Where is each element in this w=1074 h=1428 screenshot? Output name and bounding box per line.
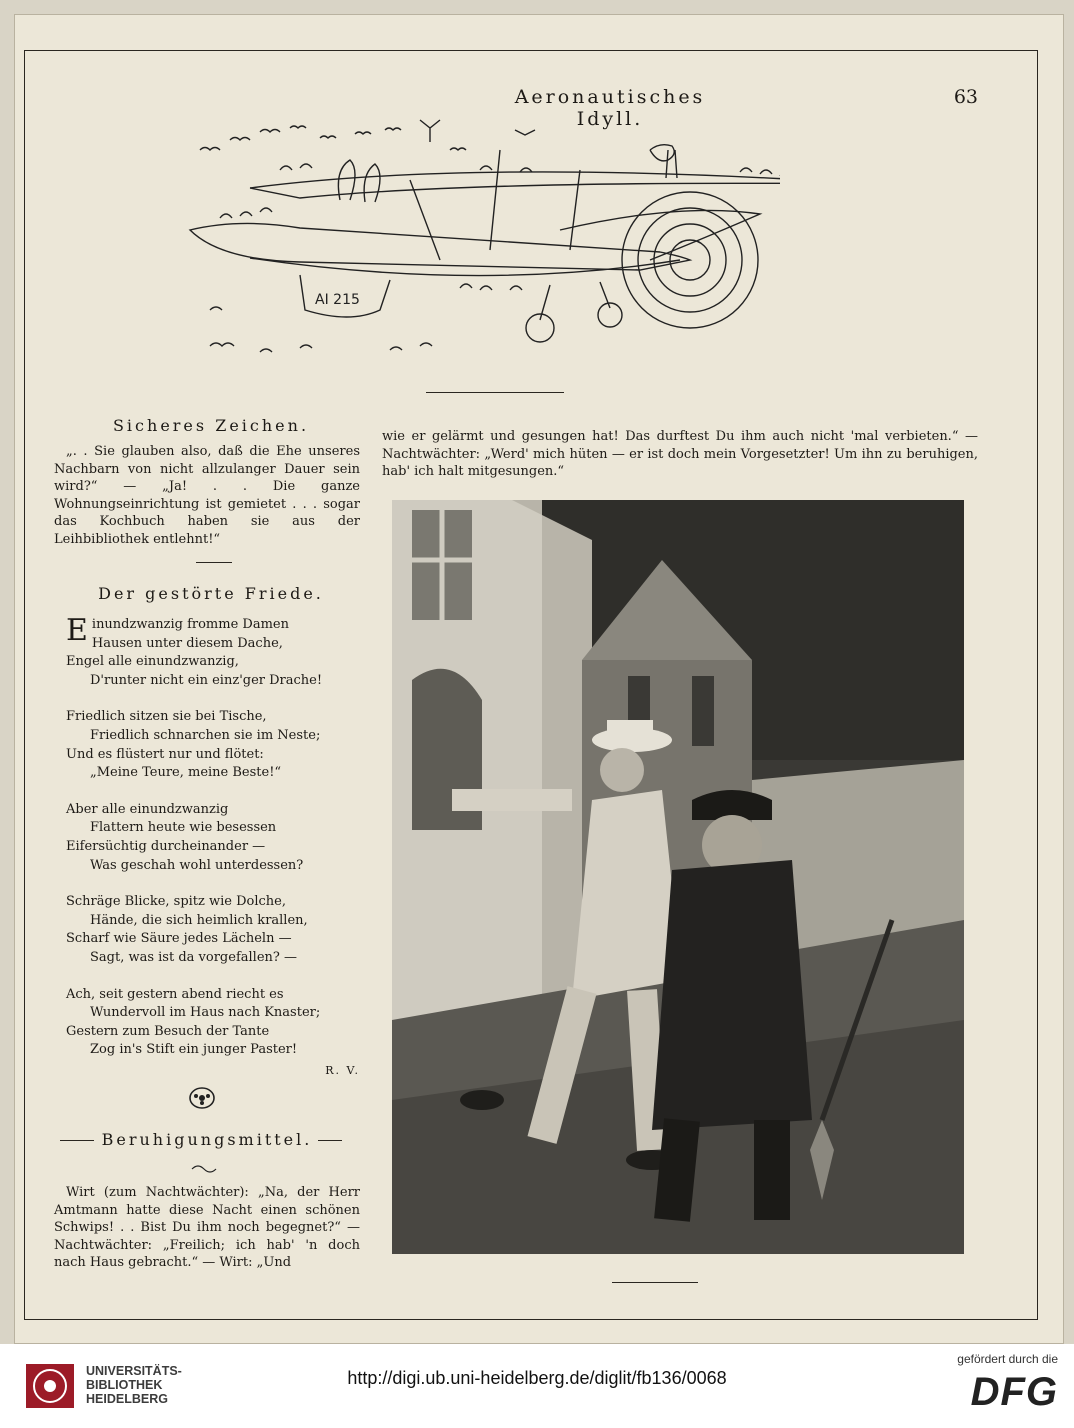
seal-icon: [24, 1362, 76, 1410]
library-name: [86, 1364, 246, 1406]
poem-line: Gestern zum Besuch der Tante: [66, 1023, 270, 1039]
poem-line: Flattern heute wie besessen: [90, 820, 277, 836]
poem-stanza-4: [66, 893, 356, 967]
text-sicheres-zeichen: „. . Sie glauben also, daß die Ehe unseres Nachbarn von nicht allzulanger Dauer sein wird?“ — „Ja! . . Die ganze Wohnungseinrichtung ist gemietet . . . sogar das Kochbuch haben sie aus der Leihbibliothek entlehnt!“: [54, 444, 360, 547]
poem-line: Sagt, was ist da vorgefallen? —: [90, 949, 297, 965]
plane-marking: AI 215: [315, 292, 360, 308]
poem-stanza-3: [66, 801, 356, 875]
library-name-line: BIBLIOTHEK: [86, 1378, 163, 1392]
poem-line: Friedlich sitzen sie bei Tische,: [66, 709, 267, 725]
poem-line: Hände, die sich heimlich krallen,: [90, 912, 308, 928]
heading-flourish-right: [318, 1140, 342, 1141]
poem-stanza-2: [66, 708, 356, 782]
poem-stanza-5: [66, 986, 356, 1060]
poem-line: Friedlich schnarchen sie im Neste;: [90, 727, 321, 743]
airplane-vignette: [180, 110, 780, 380]
poem-line: Und es flüstert nur und flötet:: [66, 746, 264, 762]
poem-line: Was geschah wohl unterdessen?: [90, 857, 304, 873]
bottom-rule: [612, 1282, 698, 1283]
running-head: Aeronautisches Idyll.: [514, 86, 706, 130]
text-beruhigungsmittel-left: Wirt (zum Nachtwächter): „Na, der Herr Amtmann hatte diese Nacht einen schönen Schwips! . . Bist Du ihm noch begegnet?“ — Nachtwächter: „Freilich; ich hab' 'n doch nach Haus gebracht.“ — Wirt: „Und: [54, 1185, 360, 1270]
drop-cap: E: [66, 613, 88, 648]
poem-der-gestoerte-friede: [66, 613, 356, 1078]
poem-line: Schräge Blicke, spitz wie Dolche,: [66, 894, 287, 910]
author-initials: R. V.: [325, 1064, 360, 1077]
poem-line: „Meine Teure, meine Beste!“: [90, 765, 282, 781]
digital-library-url[interactable]: http://digi.ub.uni-heidelberg.de/diglit/fb136/0068: [347, 1368, 727, 1388]
sponsor-caption: gefördert durch die: [957, 1352, 1058, 1366]
poem-line: Wundervoll im Haus nach Knaster;: [90, 1005, 321, 1021]
poem-line: Scharf wie Säure jedes Lächeln —: [66, 931, 292, 947]
poem-line: Ach, seit gestern abend riecht es: [66, 986, 284, 1002]
airplane-drawing: [180, 110, 780, 380]
poem-line: Aber alle einundzwanzig: [66, 801, 229, 817]
short-rule: [196, 562, 232, 563]
heading-flourish-left: [60, 1140, 94, 1141]
poem-stanza-1: [66, 613, 356, 690]
poem-line: Zog in's Stift ein junger Paster!: [90, 1042, 298, 1058]
page-number: 63: [953, 86, 978, 108]
night-street-illustration: [392, 500, 964, 1254]
footer-bar: [0, 1344, 1074, 1428]
poem-line: Engel alle einundzwanzig,: [66, 654, 239, 670]
heading-der-gestoerte-friede: Der gestörte Friede.: [98, 584, 324, 603]
library-name-line: UNIVERSITÄTS-: [86, 1364, 182, 1378]
heading-beruhigungsmittel: Beruhigungsmittel.: [101, 1130, 313, 1149]
dfg-logo: DFG: [970, 1370, 1058, 1414]
library-name-line: HEIDELBERG: [86, 1392, 168, 1406]
rosette-ornament-icon: [188, 1086, 216, 1110]
text-beruhigungsmittel-right: wie er gelärmt und gesungen hat! Das durftest Du ihm auch nicht 'mal verbieten.“ — Nachtwächter: „Werd' mich hüten — er ist doch mein Vorgesetzter! Um ihn zu beruhigen, hab' ich halt mitgesungen.“: [382, 429, 978, 479]
poem-line: Hausen unter diesem Dache,: [91, 635, 283, 651]
poem-line: D'runter nicht ein einz'ger Drache!: [90, 672, 323, 688]
section-rule: [426, 392, 564, 393]
tilde-divider-icon: [190, 1158, 218, 1168]
poem-line: inundzwanzig fromme Damen: [91, 617, 289, 632]
heading-sicheres-zeichen: Sicheres Zeichen.: [112, 416, 310, 435]
poem-line: Eifersüchtig durcheinander —: [66, 838, 266, 854]
